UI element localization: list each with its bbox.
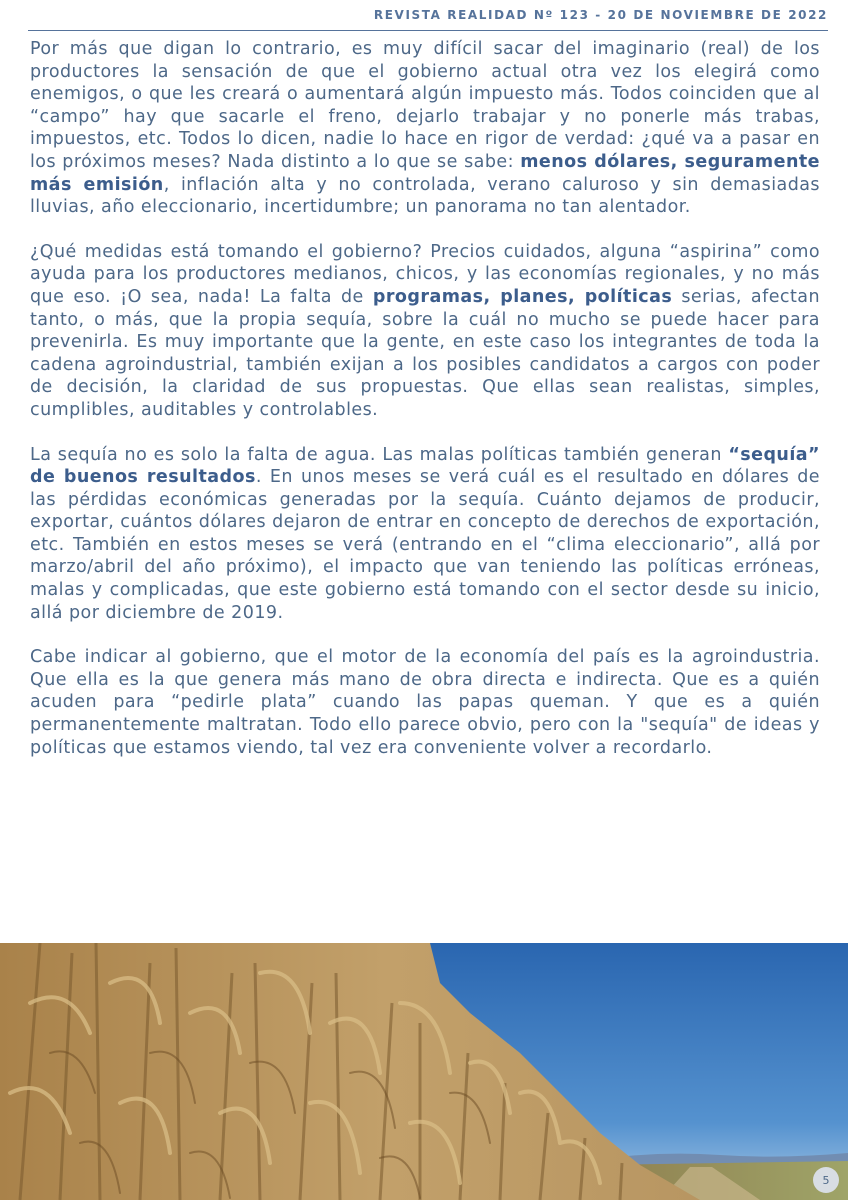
header-divider bbox=[28, 30, 828, 31]
page-number-badge: 5 bbox=[813, 1167, 839, 1193]
paragraph-2-text-a: ¿Qué medidas está tomando el gobierno? Precios cuidados, alguna “aspirina” como ayuda para los productores medianos, chicos, y las economías regionales, y no más que eso. ¡O sea, nada! La falta de bbox=[30, 241, 820, 307]
magazine-issue-title: REVISTA REALIDAD Nº 123 - 20 DE NOVIEMBRE DE 2022 bbox=[373, 8, 828, 22]
page-header bbox=[0, 0, 848, 30]
paragraph-4-text: Cabe indicar al gobierno, que el motor de la economía del país es la agroindustria. Que ella es la que genera más mano de obra directa e indirecta. Que es a quién acuden para “pedirle plata” cuando las papas queman. Y que es a quién permanentemente maltratan. Todo ello parece obvio, pero con la "sequía" de ideas y políticas que estamos viendo, tal vez era conveniente volver a recordarlo. bbox=[30, 647, 820, 758]
paragraph-2-emphasis: programas, planes, políticas bbox=[372, 286, 673, 307]
paragraph-2-text-c: serias, afectan tanto, o más, que la propia sequía, sobre la cuál no mucho se puede hacer para prevenirla. Es muy importante que la gente, en este caso los integrantes de toda la cadena agroindustrial, también exijan a los posibles candidatos a cargos con poder de decisión, la claridad de sus propuestas. Que ellas sean realistas, simples, cumplibles, auditables y controlables. bbox=[30, 286, 821, 420]
paragraph-1-text-a: Por más que digan lo contrario, es muy difícil sacar del imaginario (real) de los productores la sensación de que el gobierno actual otra vez los elegirá como enemigos, o que les creará o aumentará algún impuesto más. Todos coinciden que al “campo” hay que sacarle el freno, dejarlo trabajar y no ponerle más trabas, impuestos, etc. Todos lo dicen, nadie lo hace en rigor de verdad: ¿qué va a pasar en los próximos meses? Nada distinto a lo que se sabe: bbox=[30, 39, 820, 172]
article-body bbox=[30, 38, 820, 781]
paragraph-3-text-c: . En unos meses se verá cuál es el resultado en dólares de las pérdidas económicas generadas por la sequía. Cuánto dejamos de producir, exportar, cuántos dólares dejaron de entrar en concepto de derechos de exportación, etc. También en estos meses se verá (entrando en el “clima eleccionario”, allá por marzo/abril del año próximo), el impacto que van teniendo las políticas erróneas, malas y complicadas, que este gobierno está tomando con el sector desde su inicio, allá por diciembre de 2019. bbox=[30, 467, 820, 623]
corn-field-illustration bbox=[0, 943, 848, 1200]
paragraph-1-emphasis: menos dólares, seguramente más emisión bbox=[30, 151, 820, 195]
paragraph-3 bbox=[30, 444, 820, 625]
paragraph-3-text-a: La sequía no es solo la falta de agua. Las malas políticas también generan bbox=[30, 444, 729, 465]
paragraph-1 bbox=[30, 38, 820, 219]
paragraph-2 bbox=[30, 241, 820, 422]
paragraph-3-emphasis: “sequía” de buenos resultados bbox=[30, 444, 820, 488]
paragraph-1-text-c: , inflación alta y no controlada, verano caluroso y sin demasiadas lluvias, año eleccionario, incertidumbre; un panorama no tan alentador. bbox=[30, 174, 820, 218]
paragraph-4 bbox=[30, 646, 820, 759]
drought-corn-field-photo bbox=[0, 943, 848, 1200]
